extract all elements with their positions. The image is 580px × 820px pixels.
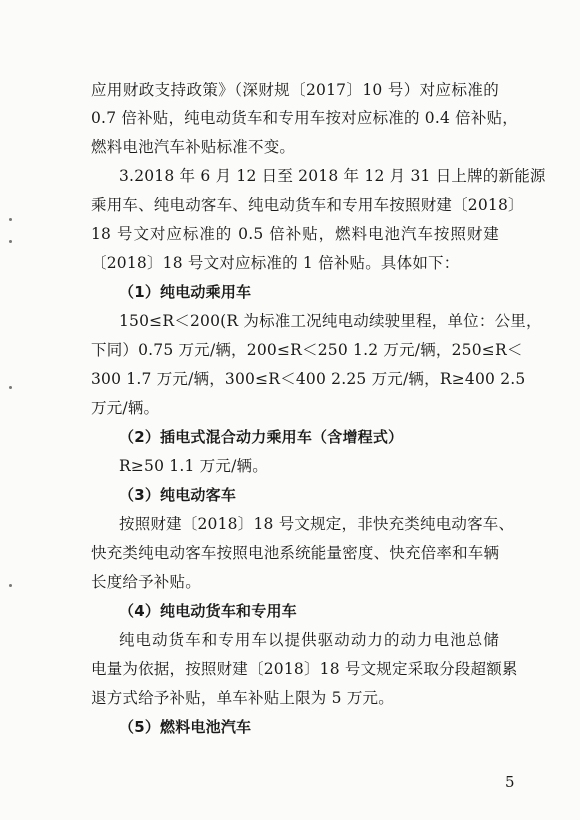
section-heading: （4）纯电动货车和专用车: [119, 602, 297, 620]
paragraph-line: 万元/辆。: [91, 399, 160, 417]
section-heading: （5）燃料电池汽车: [119, 718, 252, 736]
paragraph-line: 乘用车、纯电动客车、纯电动货车和专用车按照财建〔2018〕: [91, 196, 524, 214]
paragraph-line: 〔2018〕18 号文对应标准的 1 倍补贴。具体如下：: [91, 254, 460, 272]
paragraph-line: 燃料电池汽车补贴标准不变。: [91, 138, 296, 156]
paragraph-line: 3.2018 年 6 月 12 日至 2018 年 12 月 31 日上牌的新能源: [119, 167, 546, 185]
paragraph-line: 纯电动货车和专用车以提供驱动动力的动力电池总储: [119, 631, 499, 649]
paragraph-line: 300 1.7 万元/辆，300≤R＜400 2.25 万元/辆，R≥400 2.5: [91, 370, 526, 388]
binding-hole-mark: [9, 386, 12, 389]
paragraph-line: 0.7 倍补贴，纯电动货车和专用车按对应标准的 0.4 倍补贴，: [91, 109, 518, 127]
binding-hole-mark: [9, 240, 12, 243]
section-heading: （3）纯电动客车: [119, 486, 237, 504]
paragraph-line: 下同）0.75 万元/辆，200≤R＜250 1.2 万元/辆，250≤R＜: [91, 341, 523, 359]
page-number: 5: [505, 773, 515, 791]
paragraph-line: 按照财建〔2018〕18 号文规定，非快充类纯电动客车、: [119, 515, 515, 533]
section-heading: （1）纯电动乘用车: [119, 283, 252, 301]
binding-hole-mark: [9, 218, 12, 221]
paragraph-line: 应用财政支持政策》（深财规〔2017〕10 号）对应标准的: [91, 81, 499, 99]
paragraph-line: 长度给予补贴。: [91, 573, 201, 591]
paragraph-line: R≥50 1.1 万元/辆。: [119, 457, 268, 475]
binding-hole-mark: [9, 584, 12, 587]
paragraph-line: 快充类纯电动客车按照电池系统能量密度、快充倍率和车辆: [91, 544, 500, 562]
section-heading: （2）插电式混合动力乘用车（含增程式）: [119, 428, 404, 446]
paragraph-line: 150≤R＜200(R 为标准工况纯电动续驶里程，单位：公里，: [119, 312, 542, 330]
paragraph-line: 18 号文对应标准的 0.5 倍补贴，燃料电池汽车按照财建: [91, 225, 499, 243]
paragraph-line: 电量为依据，按照财建〔2018〕18 号文规定采取分段超额累: [91, 660, 518, 678]
paragraph-line: 退方式给予补贴，单车补贴上限为 5 万元。: [91, 689, 394, 707]
